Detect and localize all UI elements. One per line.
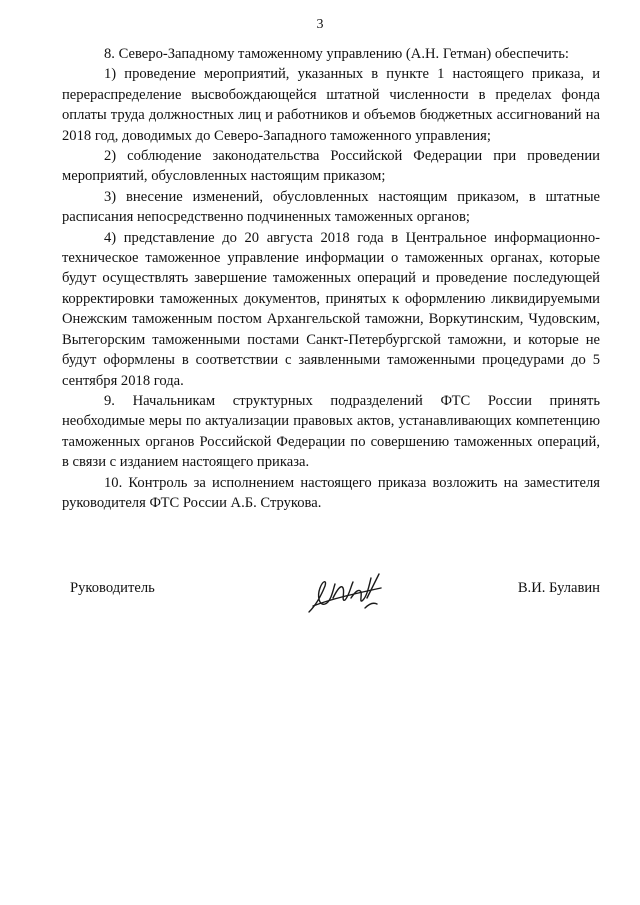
paragraph-item-9: 9. Начальникам структурных подразделений ФТС России принять необходимые меры по актуализации правовых актов, устанавливающих компетенцию таможенных органов Российской Федерации по совершению таможенных операций, в связи с изданием настоящего приказа. xyxy=(62,392,600,471)
paragraph-subitem-4: 4) представление до 20 августа 2018 года в Центральное информационно-техническое таможенное управление информации о таможенных органах, которые будут осуществлять завершение таможенных операций и проведение последующей корректировки таможенных документов, принятых к оформлению ликвидируемыми Онежским таможенным постом Архангельской таможни, Воркутинским, Чудовским, Вытегорским таможенными постами Санкт-Петербургской таможни, и которые не будут оформлены в соответствии с заявленными таможенными процедурами до 5 сентября 2018 года. xyxy=(62,229,600,389)
paragraph-item-10: 10. Контроль за исполнением настоящего приказа возложить на заместителя руководителя ФТС России А.Б. Струкова. xyxy=(62,474,600,511)
document-body xyxy=(62,44,600,513)
paragraph-item-8: 8. Северо-Западному таможенному управлению (А.Н. Гетман) обеспечить: xyxy=(104,46,569,62)
paragraph-subitem-2: 2) соблюдение законодательства Российской Федерации при проведении мероприятий, обусловленных настоящим приказом; xyxy=(62,148,600,185)
signatory-name: В.И. Булавин xyxy=(517,580,600,596)
signatory-title: Руководитель xyxy=(70,580,155,596)
paragraph-subitem-3: 3) внесение изменений, обусловленных настоящим приказом, в штатные расписания непосредственно подчиненных таможенных органов; xyxy=(62,188,600,226)
signature-block xyxy=(62,568,600,618)
page-number: 3 xyxy=(316,17,324,32)
handwritten-signature-icon xyxy=(305,568,389,618)
paragraph-subitem-1: 1) проведение мероприятий, указанных в пункте 1 настоящего приказа, и перераспределение высвобождающейся штатной численности в пределах фонда оплаты труда должностных лиц и работников и объемов бюджетных ассигнований на 2018 год, доводимых до Северо-Западного таможенного управления; xyxy=(62,66,600,144)
